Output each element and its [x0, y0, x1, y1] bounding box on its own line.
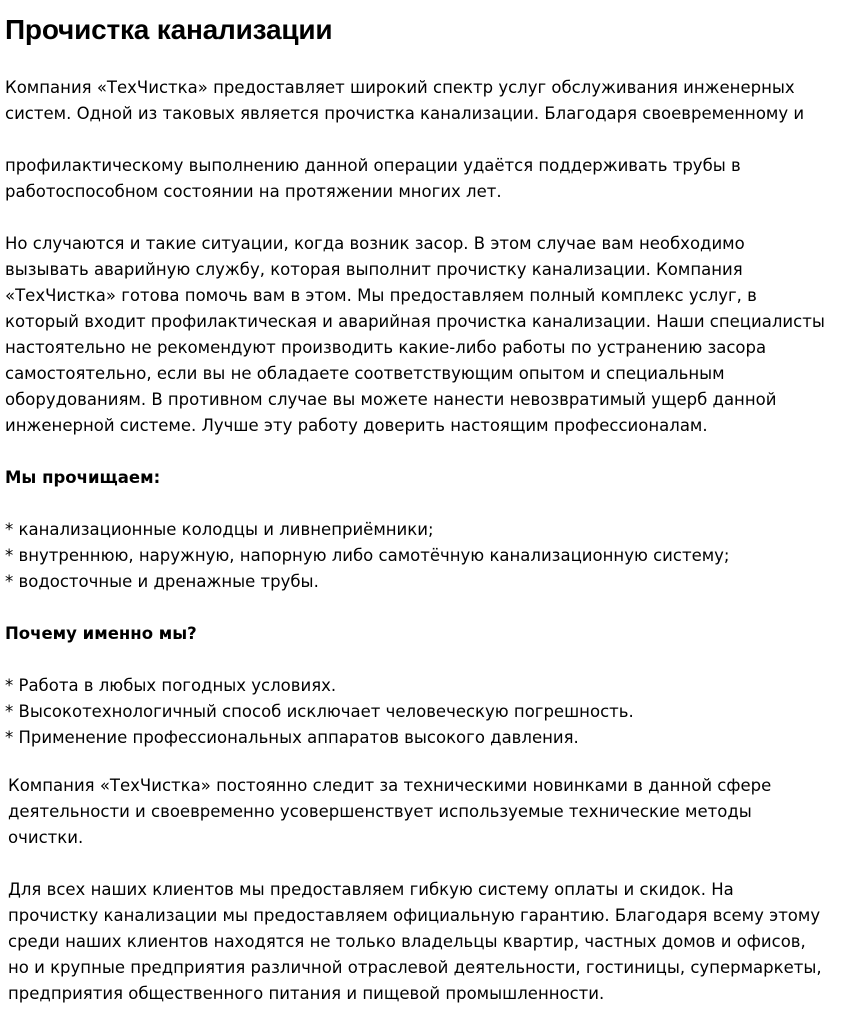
we-clean-heading: Мы прочищаем:	[5, 468, 161, 487]
clients-line: среди наших клиентов находятся не только владельцы квартир, частных домов и офисов,	[8, 932, 806, 951]
emergency-line: вызывать аварийную службу, которая выполнит прочистку канализации. Компания	[5, 260, 743, 279]
list-item: * Применение профессиональных аппаратов высокого давления.	[5, 728, 579, 747]
emergency-line: Но случаются и такие ситуации, когда возник засор. В этом случае вам необходимо	[5, 234, 745, 253]
list-item: * Работа в любых погодных условиях.	[5, 676, 337, 695]
emergency-line: который входит профилактическая и аварийная прочистка канализации. Наши специалисты	[5, 312, 825, 331]
intro-line: систем. Одной из таковых является прочистка канализации. Благодаря своевременному и	[5, 104, 805, 123]
emergency-line: самостоятельно, если вы не обладаете соответствующим опытом и специальным	[5, 364, 725, 383]
clients-line: Для всех наших клиентов мы предоставляем гибкую систему оплаты и скидок. На	[8, 880, 734, 899]
emergency-line: настоятельно не рекомендуют производить какие-либо работы по устранению засора	[5, 338, 767, 357]
emergency-line: оборудованиям. В противном случае вы можете нанести невозвратимый ущерб данной	[5, 390, 777, 409]
intro-line: Компания «ТехЧистка» предоставляет широкий спектр услуг обслуживания инженерных	[5, 78, 795, 97]
page-title: Прочистка канализации	[5, 14, 333, 45]
emergency-line: инженерной системе. Лучше эту работу доверить настоящим профессионалам.	[5, 416, 708, 435]
clients-line: предприятия общественного питания и пищевой промышленности.	[8, 984, 605, 1003]
clients-line: прочистку канализации мы предоставляем официальную гарантию. Благодаря всему этому	[8, 906, 821, 925]
clients-line: но и крупные предприятия различной отраслевой деятельности, гостиницы, супермаркеты,	[8, 958, 822, 977]
list-item: * канализационные колодцы и ливнеприёмники;	[5, 520, 434, 539]
intro-line: профилактическому выполнению данной операции удаётся поддерживать трубы в	[5, 156, 741, 175]
innovation-line: очистки.	[8, 828, 84, 847]
list-item: * Высокотехнологичный способ исключает человеческую погрешность.	[5, 702, 634, 721]
why-us-heading: Почему именно мы?	[5, 624, 197, 643]
emergency-line: «ТехЧистка» готова помочь вам в этом. Мы предоставляем полный комплекс услуг, в	[5, 286, 757, 305]
intro-line: работоспособном состоянии на протяжении многих лет.	[5, 182, 502, 201]
list-item: * водосточные и дренажные трубы.	[5, 572, 319, 591]
list-item: * внутреннюю, наружную, напорную либо самотёчную канализационную систему;	[5, 546, 730, 565]
innovation-line: Компания «ТехЧистка» постоянно следит за техническими новинками в данной сфере	[8, 776, 772, 795]
innovation-line: деятельности и своевременно усовершенствует используемые технические методы	[8, 802, 752, 821]
